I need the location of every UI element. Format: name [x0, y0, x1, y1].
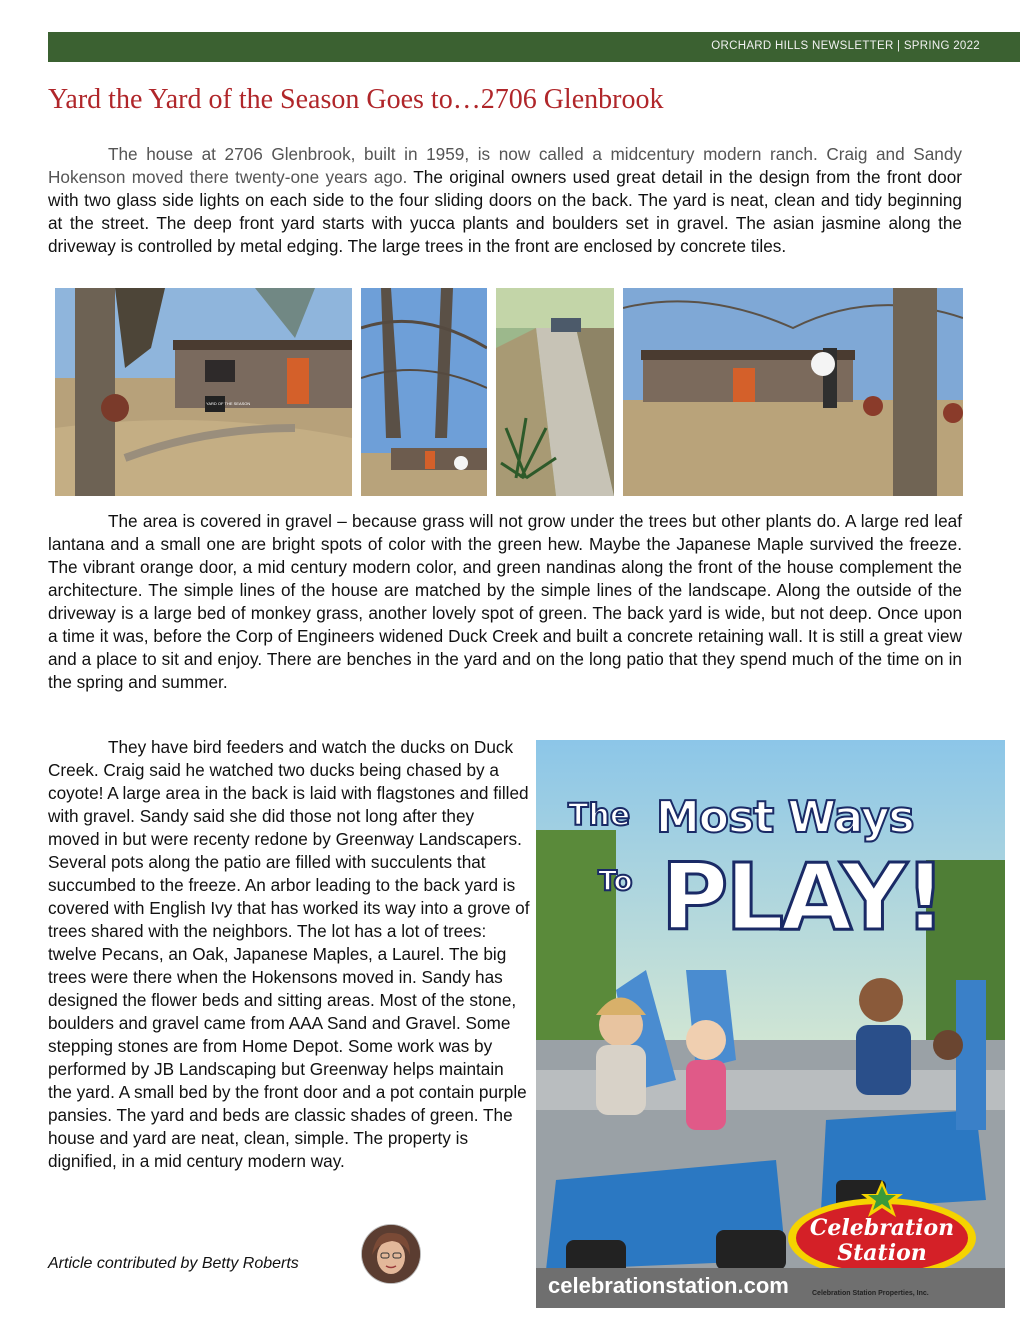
celebration-station-ad[interactable]: [536, 740, 1005, 1308]
running-head: ORCHARD HILLS NEWSLETTER | SPRING 2022: [711, 40, 980, 52]
paragraph-3-body: They have bird feeders and watch the ducks on Duck Creek. Craig said he watched two ducks being chased by a coyote! A large area in the back is laid with flagstones and filled with gravel. Sandy said she did those not long after they moved in but were recenty redone by Greenway Landscapers. Several pots along the patio are filled with succulents that succumbed to the freeze. An arbor leading to the back yard is covered with English Ivy that has worked its way into a grove of trees shared with the neighbors. The lot has a lot of trees: twelve Pecans, an Oak, Japanese Maples, a Laurel. The big trees were there when the Hokensons moved in. Sandy has designed the flower beds and sitting areas. Most of the stone, boulders and gravel came from AAA Sand and Gravel. Some stepping stones are from Home Depot. Some work was by performed by JB Landscaping but Greenway helps maintain the yard. A small bed by the front door and a pot contain purple pansies. The yard and beds are classic shades of green. The house and yard are neat, clean, simple. The property is dignified, in a mid century modern way.: [48, 737, 530, 1171]
ad-headline-to: To: [598, 864, 633, 897]
ad-headline-most-ways: Most Ways: [656, 792, 914, 843]
ad-logo-line2: Station: [837, 1240, 927, 1266]
paragraph-2-body: The area is covered in gravel – because grass will not grow under the trees but other plants do. A large red leaf lantana and a small one are bright spots of color with the green hew. Maybe the Japanese Maple survived the freeze. The vibrant orange door, a mid century modern color, and green nandinas along the front of the house complement the architecture. The simple lines of the house are matched by the simple lines of the landscape. Along the outside of the driveway is a large bed of monkey grass, another lovely spot of green. The back yard is wide, but not deep. Once upon a time it was, before the Corp of Engineers widened Duck Creek and built a concrete retaining wall. It is still a great view and a place to sit and enjoy. There are benches in the yard and on the long patio that they spend much of the time on in the spring and summer.: [48, 511, 962, 692]
yard-photo-4: [623, 288, 963, 496]
ad-url-link[interactable]: celebrationstation.com: [548, 1273, 789, 1298]
yard-photo-2: [361, 288, 487, 496]
ad-logo-line1: Celebration: [809, 1215, 955, 1241]
ad-headline-play: PLAY!: [661, 844, 944, 951]
header-bar: [48, 32, 1020, 62]
article-paragraph-3: [48, 736, 530, 1173]
ad-corp-name: Celebration Station Properties, Inc.: [812, 1290, 929, 1297]
article-credit: Article contributed by Betty Roberts: [48, 1255, 299, 1272]
yard-sign-text: YARD OF THE SEASON: [206, 401, 251, 406]
ad-footer: [536, 1268, 1005, 1308]
author-avatar: [362, 1225, 420, 1283]
paragraph-1-intro: The house at 2706 Glenbrook, built in 1959, is now called a midcentury modern ranch. Craig and Sandy Hokenson moved there twenty-one years ago.: [48, 144, 962, 187]
yard-photo-1: [55, 288, 352, 496]
article-title: Yard the Yard of the Season Goes to…2706 Glenbrook: [48, 84, 664, 115]
yard-photo-3: [496, 288, 614, 496]
article-paragraph-2: [48, 510, 962, 694]
article-paragraph-1: [48, 143, 962, 258]
paragraph-1-body: The original owners used great detail in the design from the front door with two glass side lights on each side to the four sliding doors on the back. The yard is neat, clean and tidy beginning at the street. The deep front yard starts with yucca plants and boulders set in gravel. The asian jasmine along the driveway is controlled by metal edging. The large trees in the front are enclosed by concrete tiles.: [48, 167, 962, 256]
celebration-station-logo: [784, 1180, 980, 1280]
ad-headline-the: The: [568, 798, 631, 833]
